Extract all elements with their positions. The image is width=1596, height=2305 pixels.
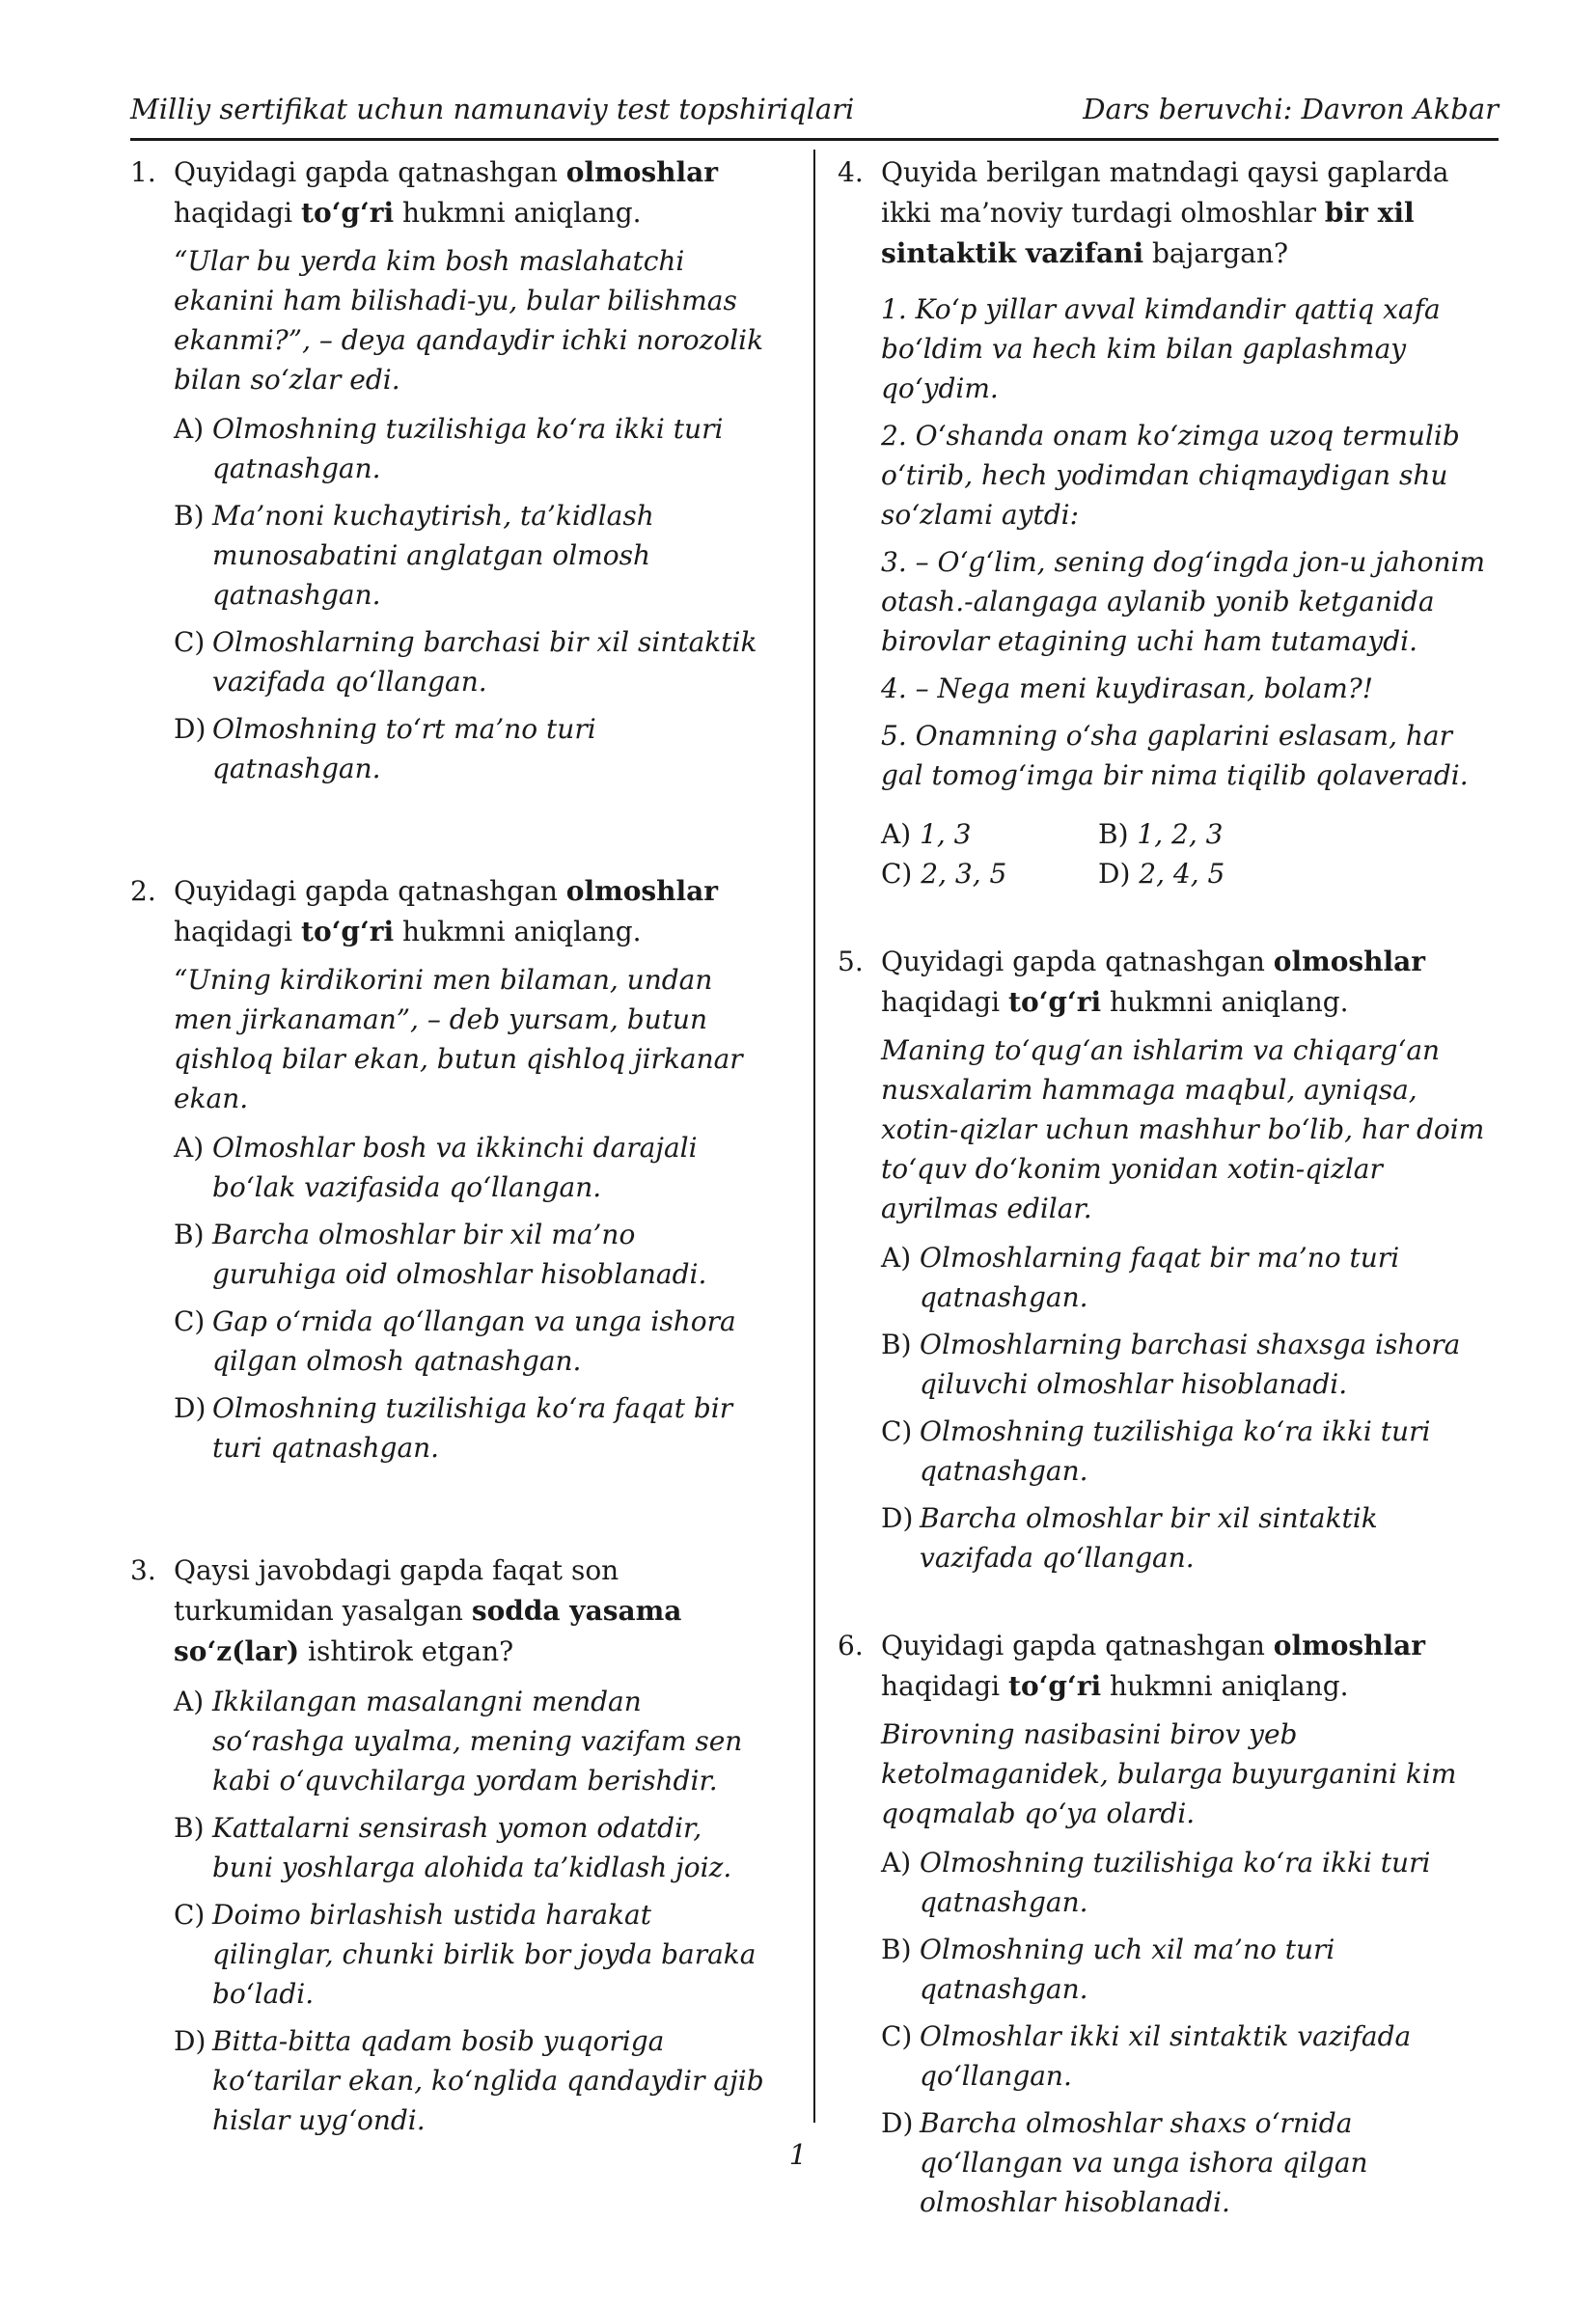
question-text xyxy=(881,1626,1499,1707)
quote-text: “Uning kirdikorini men bilaman, undan men jirkanaman”, – deb yursam, butun qishloq bilar ekan, butun qishloq jirkanar ekan. xyxy=(174,964,743,1114)
stem-part: hukmni aniqlang. xyxy=(394,916,642,947)
option-letter: D) xyxy=(174,2025,206,2057)
option-letter: B) xyxy=(174,1219,205,1250)
question-quote xyxy=(881,1715,1499,1833)
option-letter: D) xyxy=(881,2107,914,2139)
question-text xyxy=(881,942,1499,1023)
passage-sentence: 3. – O‘g‘lim, sening dog‘ingda jon-u jahonim otash.-alangaga aylanib yonib ketganida birovlar etagining uchi ham tutamaydi. xyxy=(881,546,1486,657)
option-text: Olmoshning tuzilishiga ko‘ra ikki turi qatnashgan. xyxy=(920,1847,1431,1918)
stem-bold: olmoshlar xyxy=(1273,946,1426,977)
stem-part: haqidagi xyxy=(881,1670,1009,1702)
question-1 xyxy=(130,152,767,788)
stem-bold: olmoshlar xyxy=(1273,1630,1426,1661)
answer-options xyxy=(881,1238,1499,1578)
option-text: Barcha olmoshlar shaxs o‘rnida qo‘llangan va unga ishora qilgan olmoshlar hisoblanadi. xyxy=(920,2107,1368,2218)
option-b[interactable] xyxy=(174,1215,767,1294)
option-d[interactable] xyxy=(174,1388,767,1468)
passage-sentence: 1. Ko‘p yillar avval kimdandir qattiq xafa bo‘ldim va hech kim bilan gaplashmay qo‘ydim. xyxy=(881,293,1441,404)
page-number: 1 xyxy=(788,2138,808,2171)
option-letter: B) xyxy=(1098,818,1129,850)
option-text: 2, 4, 5 xyxy=(1139,858,1225,890)
question-5 xyxy=(838,942,1499,1578)
option-letter: B) xyxy=(174,1812,205,1844)
option-text: Olmoshlarning barchasi bir xil sintaktik vazifada qo‘llangan. xyxy=(212,626,757,698)
option-letter: B) xyxy=(881,1329,912,1360)
question-quote xyxy=(881,1030,1499,1228)
option-letter: C) xyxy=(174,1899,206,1931)
stem-bold: to‘g‘ri xyxy=(301,197,395,229)
passage-sentence: 5. Onamning o‘sha gaplarini eslasam, har gal tomog‘imga bir nima tiqilib qolaveradi. xyxy=(881,720,1469,791)
option-c[interactable] xyxy=(174,1302,767,1381)
question-number: 2. xyxy=(130,875,156,907)
option-letter: A) xyxy=(881,818,912,850)
option-text: Olmoshlar bosh va ikkinchi darajali bo‘lak vazifasida qo‘llangan. xyxy=(212,1132,698,1203)
option-text: Olmoshning tuzilishiga ko‘ra ikki turi qatnashgan. xyxy=(212,413,724,484)
question-number: 6. xyxy=(838,1630,864,1661)
header-divider xyxy=(130,138,1499,141)
question-stem xyxy=(838,1626,1499,1707)
stem-part: Quyida berilgan matndagi qaysi gaplarda ikki ma’noviy turdagi olmoshlar xyxy=(881,156,1449,229)
option-text: Doimo birlashish ustida harakat qilinglar, chunki birlik bor joyda baraka bo‘ladi. xyxy=(212,1899,757,2010)
option-text: Kattalarni sensirash yomon odatdir, buni yoshlarga alohida ta’kidlash joiz. xyxy=(212,1812,732,1883)
stem-part: haqidagi xyxy=(881,986,1009,1018)
stem-part: bajargan? xyxy=(1143,237,1289,269)
stem-bold: olmoshlar xyxy=(565,156,719,188)
question-stem xyxy=(130,871,767,952)
option-c[interactable] xyxy=(881,1412,1499,1491)
option-text: 1, 2, 3 xyxy=(1137,818,1224,850)
option-letter: D) xyxy=(174,713,206,745)
option-d[interactable] xyxy=(174,709,767,788)
question-number: 1. xyxy=(130,156,156,188)
stem-part: hukmni aniqlang. xyxy=(394,197,642,229)
stem-bold: to‘g‘ri xyxy=(1008,1670,1102,1702)
option-a[interactable] xyxy=(174,409,767,488)
question-text xyxy=(174,1550,767,1672)
quote-text: “Ular bu yerda kim bosh maslahatchi ekanini ham bilishadi-yu, bular bilishmas ekanmi?”, – deya qandaydir ichki norozolik bilan so‘zlar edi. xyxy=(174,245,764,396)
option-b[interactable] xyxy=(174,1808,767,1887)
option-text: Olmoshlarning faqat bir ma’no turi qatnashgan. xyxy=(920,1242,1400,1313)
option-c[interactable] xyxy=(881,854,1098,893)
option-letter: D) xyxy=(881,1502,914,1534)
option-letter: A) xyxy=(881,1242,912,1274)
answer-options xyxy=(174,1682,767,2140)
option-letter: B) xyxy=(174,500,205,532)
question-number: 3. xyxy=(130,1554,156,1586)
stem-part: ishtirok etgan? xyxy=(299,1635,514,1667)
option-text: Ikkilangan masalangni mendan so‘rashga uyalma, mening vazifam sen kabi o‘quvchilarga yordam berishdir. xyxy=(212,1686,743,1797)
stem-bold: bir xil sintaktik vazifani xyxy=(881,197,1415,269)
question-stem xyxy=(130,152,767,233)
stem-bold: to‘g‘ri xyxy=(301,916,395,947)
option-c[interactable] xyxy=(881,2017,1499,2096)
option-text: Barcha olmoshlar bir xil sintaktik vazifada qo‘llangan. xyxy=(920,1502,1378,1574)
option-d[interactable] xyxy=(881,1498,1499,1578)
option-d[interactable] xyxy=(174,2021,767,2140)
option-letter: A) xyxy=(174,413,205,445)
option-a[interactable] xyxy=(174,1682,767,1800)
option-b[interactable] xyxy=(881,1325,1499,1404)
page-header xyxy=(130,93,1499,126)
option-text: 1, 3 xyxy=(920,818,972,850)
option-letter: A) xyxy=(174,1686,205,1717)
question-stem xyxy=(130,1550,767,1672)
question-4 xyxy=(838,152,1499,893)
option-text: Gap o‘rnida qo‘llangan va unga ishora qilgan olmosh qatnashgan. xyxy=(212,1305,736,1377)
question-number: 5. xyxy=(838,946,864,977)
question-text xyxy=(174,152,767,233)
option-b[interactable] xyxy=(881,1930,1499,2009)
option-text: Olmoshning tuzilishiga ko‘ra ikki turi qatnashgan. xyxy=(920,1415,1431,1487)
option-letter: D) xyxy=(174,1392,206,1424)
option-text: Olmoshning tuzilishiga ko‘ra faqat bir turi qatnashgan. xyxy=(212,1392,733,1464)
stem-part: Qaysi javobdagi gapda faqat son turkumidan yasalgan xyxy=(174,1554,619,1627)
option-text: Bitta-bitta qadam bosib yuqoriga ko‘tarilar ekan, ko‘nglida qandaydir ajib hislar uyg‘ondi. xyxy=(212,2025,764,2136)
option-c[interactable] xyxy=(174,622,767,701)
answer-options-grid xyxy=(881,814,1499,893)
stem-part: hukmni aniqlang. xyxy=(1101,1670,1349,1702)
passage-sentence: 2. O‘shanda onam ko‘zimga uzoq termulib o‘tirib, hech yodimdan chiqmaydigan shu so‘zlami aytdi: xyxy=(881,420,1460,531)
header-author: Dars beruvchi: Davron Akbar xyxy=(1083,93,1499,125)
option-a[interactable] xyxy=(174,1128,767,1207)
stem-part: Quyidagi gapda qatnashgan xyxy=(881,1630,1274,1661)
option-b[interactable] xyxy=(174,496,767,615)
question-number: 4. xyxy=(838,156,864,188)
question-3 xyxy=(130,1550,767,2140)
option-a[interactable] xyxy=(881,1238,1499,1317)
stem-part: haqidagi xyxy=(174,916,302,947)
option-letter: A) xyxy=(881,1847,912,1879)
quote-text: Birovning nasibasini birov yeb ketolmaganidek, bularga buyurganini kim qoqmalab qo‘ya olardi. xyxy=(881,1718,1457,1829)
option-letter: C) xyxy=(881,858,913,890)
question-passage xyxy=(881,289,1499,795)
question-6 xyxy=(838,1626,1499,2222)
option-letter: C) xyxy=(174,626,206,658)
stem-bold: olmoshlar xyxy=(565,875,719,907)
answer-options xyxy=(174,409,767,788)
option-text: Olmoshning uch xil ma’no turi qatnashgan. xyxy=(920,1934,1335,2005)
left-column xyxy=(130,152,767,2223)
quote-text: Maning to‘qug‘an ishlarim va chiqarg‘an nusxalarim hammaga maqbul, ayniqsa, xotin-qizlar uchun mashhur bo‘lib, har doim to‘quv do‘konim yonidan xotin-qizlar ayrilmas edilar. xyxy=(881,1034,1485,1224)
answer-options xyxy=(174,1128,767,1468)
stem-bold: to‘g‘ri xyxy=(1008,986,1102,1018)
option-d[interactable] xyxy=(1098,854,1315,893)
option-text: Olmoshlar ikki xil sintaktik vazifada qo‘llangan. xyxy=(920,2020,1412,2092)
option-b[interactable] xyxy=(1098,814,1315,854)
option-text: Ma’noni kuchaytirish, ta’kidlash munosabatini anglatgan olmosh qatnashgan. xyxy=(212,500,654,611)
option-a[interactable] xyxy=(881,1843,1499,1922)
option-c[interactable] xyxy=(174,1895,767,2014)
stem-part: haqidagi xyxy=(174,197,302,229)
option-a[interactable] xyxy=(881,814,1098,854)
option-text: 2, 3, 5 xyxy=(921,858,1007,890)
question-quote xyxy=(174,241,767,399)
option-letter: D) xyxy=(1098,858,1131,890)
option-letter: A) xyxy=(174,1132,205,1164)
option-letter: C) xyxy=(174,1305,206,1337)
question-stem xyxy=(838,942,1499,1023)
question-text xyxy=(881,152,1499,274)
right-column xyxy=(838,152,1499,2305)
column-divider xyxy=(813,150,815,2123)
question-stem xyxy=(838,152,1499,274)
stem-part: Quyidagi gapda qatnashgan xyxy=(174,156,566,188)
header-title: Milliy sertifikat uchun namunaviy test topshiriqlari xyxy=(130,93,855,125)
option-text: Olmoshlarning barchasi shaxsga ishora qiluvchi olmoshlar hisoblanadi. xyxy=(920,1329,1461,1400)
stem-part: hukmni aniqlang. xyxy=(1101,986,1349,1018)
stem-bold: sodda yasama so‘z(lar) xyxy=(174,1595,682,1667)
option-letter: C) xyxy=(881,1415,913,1447)
question-2 xyxy=(130,871,767,1468)
option-letter: B) xyxy=(881,1934,912,1965)
option-letter: C) xyxy=(881,2020,913,2052)
passage-sentence: 4. – Nega meni kuydirasan, bolam?! xyxy=(881,672,1374,704)
stem-part: Quyidagi gapda qatnashgan xyxy=(881,946,1274,977)
question-quote xyxy=(174,960,767,1118)
stem-part: Quyidagi gapda qatnashgan xyxy=(174,875,566,907)
question-text xyxy=(174,871,767,952)
option-text: Olmoshning to‘rt ma’no turi qatnashgan. xyxy=(212,713,596,784)
option-text: Barcha olmoshlar bir xil ma’no guruhiga oid olmoshlar hisoblanadi. xyxy=(212,1219,707,1290)
